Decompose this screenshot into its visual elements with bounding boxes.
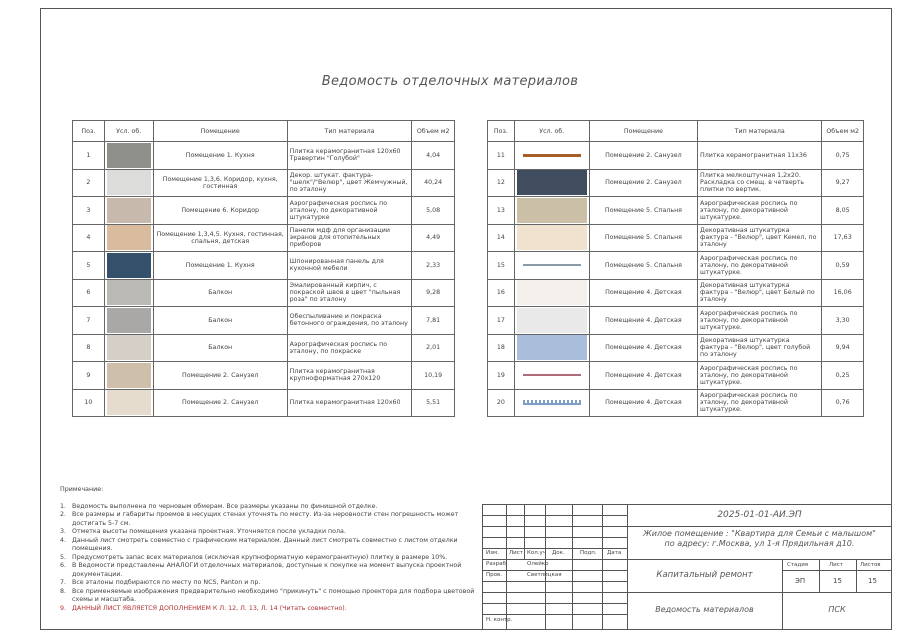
table-row — [73, 169, 455, 197]
row-pos: 4 — [73, 224, 105, 252]
page-title: Ведомость отделочных материалов — [321, 74, 579, 89]
row-material: Эмалированный кирпич, с покраской швов в цвет "пыльная роза" по эталону — [287, 279, 412, 307]
note-item — [60, 562, 480, 579]
header-room: Помещение — [153, 121, 287, 142]
row-volume: 3,30 — [822, 307, 864, 335]
note-item — [60, 528, 480, 537]
row-room: Помещение 1,3,4,5. Кухня, гостинная, спальня, детская — [153, 224, 287, 252]
row-pos: 2 — [73, 169, 105, 197]
material-swatch — [517, 170, 587, 195]
table-row — [488, 279, 864, 307]
note-text: ДАННЫЙ ЛИСТ ЯВЛЯЕТСЯ ДОПОЛНЕНИЕМ К Л. 12, Л. 13, Л. 14 (Читать совместно). — [72, 604, 347, 612]
note-item — [60, 503, 480, 512]
note-number: 7. — [60, 579, 67, 586]
header-material: Тип материала — [287, 121, 412, 142]
row-volume: 4,49 — [412, 224, 455, 252]
table-row — [488, 224, 864, 252]
row-material: Плитка керамогранитная 11х36 — [698, 142, 822, 170]
row-volume: 0,75 — [822, 142, 864, 170]
note-item — [60, 588, 480, 605]
row-volume: 7,81 — [412, 307, 455, 335]
stamp-sheet-name: Ведомость материалов — [655, 605, 754, 614]
row-material: Плитка керамогранитная 120х60 Травертин "Голубой" — [287, 142, 412, 170]
note-item — [60, 579, 480, 588]
row-room: Помещение 5. Спальня — [589, 197, 697, 225]
material-swatch — [107, 335, 151, 360]
note-number: 1. — [60, 502, 67, 510]
material-swatch-cell — [104, 279, 153, 307]
notes-heading: Примечание: — [60, 486, 104, 493]
note-text: Все применяемые изображения предварительно необходимо "прикинуть" с помощью проектора для подбора цветовой схемы и масштаба. — [72, 587, 475, 603]
row-volume: 0,59 — [822, 252, 864, 280]
note-item — [60, 537, 480, 554]
table-row — [73, 252, 455, 280]
row-room: Помещение 4. Детская — [589, 279, 697, 307]
row-pos: 20 — [488, 389, 515, 417]
note-number: 3. — [60, 528, 67, 535]
material-swatch-cell — [104, 252, 153, 280]
row-pos: 7 — [73, 307, 105, 335]
row-pos: 14 — [488, 224, 515, 252]
row-volume: 10,19 — [412, 362, 455, 390]
table-row — [488, 334, 864, 362]
header-symbol: Усл. об. — [514, 121, 589, 142]
row-volume: 5,51 — [412, 389, 455, 417]
material-swatch-cell — [514, 197, 589, 225]
material-swatch — [107, 363, 151, 388]
stamp-stage-header: Стадия — [787, 562, 809, 568]
material-swatch — [523, 264, 581, 266]
table-row — [488, 197, 864, 225]
material-swatch — [517, 335, 587, 360]
row-volume: 0,25 — [822, 362, 864, 390]
note-item — [60, 605, 480, 614]
stamp-project: Жилое помещение : "Квартира для Семьи с малышом" по адресу: г.Москва, ул 1-я Прядильная д10. — [643, 529, 876, 548]
stamp-code: 2025-01-01-АИ.ЭП — [717, 510, 802, 520]
row-pos: 17 — [488, 307, 515, 335]
row-material: Обеспыливание и покраска бетонного ограждения, по эталону — [287, 307, 412, 335]
row-room: Помещение 2. Санузел — [589, 169, 697, 197]
material-swatch-cell — [514, 307, 589, 335]
material-swatch-cell — [514, 142, 589, 170]
row-material: Аэрографическая роспись по эталону, по декоративной штукатурке — [287, 197, 412, 225]
row-pos: 15 — [488, 252, 515, 280]
material-swatch-cell — [104, 362, 153, 390]
row-room: Балкон — [153, 279, 287, 307]
stamp-sheet-header: Лист — [829, 562, 843, 568]
stamp-sheet-value: 15 — [833, 577, 842, 585]
note-text: Все эталоны подбираются по месту по NCS, Panton и пр. — [72, 579, 261, 586]
row-room: Помещение 6. Коридор — [153, 197, 287, 225]
row-room: Помещение 5. Спальня — [589, 224, 697, 252]
row-material: Аэрографическая роспись по эталону, по декоративной штукатурке. — [698, 252, 822, 280]
table-row — [73, 197, 455, 225]
row-room: Помещение 1. Кухня — [153, 142, 287, 170]
header-pos: Поз. — [73, 121, 105, 142]
note-number: 6. — [60, 562, 67, 569]
row-pos: 11 — [488, 142, 515, 170]
row-volume: 0,76 — [822, 389, 864, 417]
row-material: Плитка мелкоштучная 1,2х20. Раскладка со смещ. в четверть плитки по вертик. — [698, 169, 822, 197]
table-row — [73, 334, 455, 362]
row-volume: 2,33 — [412, 252, 455, 280]
row-pos: 13 — [488, 197, 515, 225]
note-item — [60, 554, 480, 563]
table-header-row — [488, 121, 864, 142]
material-swatch — [107, 253, 151, 278]
materials-table-right — [487, 120, 864, 417]
table-row — [73, 224, 455, 252]
row-room: Помещение 2. Санузел — [153, 362, 287, 390]
table-row — [73, 307, 455, 335]
table-row — [488, 362, 864, 390]
row-volume: 2,01 — [412, 334, 455, 362]
stamp-org: ПСК — [828, 605, 846, 614]
stamp-n-kontr: Н. контр. — [486, 617, 513, 623]
material-swatch — [517, 308, 587, 333]
row-pos: 8 — [73, 334, 105, 362]
row-room: Помещение 2. Санузел — [589, 142, 697, 170]
row-room: Помещение 1,3,6. Коридор, кухня, гостинная — [153, 169, 287, 197]
table-row — [73, 142, 455, 170]
note-text: Все размеры и габариты проемов в несущих стенах уточнять по месту. Из-за неровности стен погрешность может достигать 5-7 см. — [72, 511, 459, 527]
material-swatch — [517, 198, 587, 223]
row-material: Декор. штукат. фактура-"шелк"/"Велюр", цвет Жемчужный, по эталону — [287, 169, 412, 197]
stamp-name-developer: Олейко — [527, 561, 549, 567]
note-number: 9. — [60, 604, 67, 612]
row-volume: 9,28 — [412, 279, 455, 307]
row-material: Плитка керамогранитная 120х60 — [287, 389, 412, 417]
row-room: Балкон — [153, 307, 287, 335]
row-material: Аэрографическая роспись по эталону, по декоративной штукатурке. — [698, 197, 822, 225]
material-swatch — [107, 198, 151, 223]
row-material: Аэрографическая роспись по эталону, по декоративной штукатурке. — [698, 389, 822, 417]
note-number: 8. — [60, 587, 67, 595]
stamp-sheets-header: Листов — [860, 562, 881, 568]
row-material: Плитка керамогранитная крупноформатная 270х120 — [287, 362, 412, 390]
stamp-stage-value: ЭП — [795, 577, 806, 585]
stamp-stage: Капитальный ремонт — [656, 570, 753, 580]
row-volume: 17,63 — [822, 224, 864, 252]
row-pos: 5 — [73, 252, 105, 280]
stamp-header-data: Дата — [607, 550, 622, 556]
row-room: Помещение 2. Санузел — [153, 389, 287, 417]
row-material: Декоративная штукатурка фактура - "Велюр", цвет Кемел, по эталону — [698, 224, 822, 252]
stamp-sheets-value: 15 — [868, 577, 877, 585]
row-room: Помещение 4. Детская — [589, 334, 697, 362]
note-text: В Ведомости представлены АНАЛОГИ отделочных материалов, доступные к покупке на момент выпуска проектной документации. — [72, 562, 462, 578]
header-volume: Объем м2 — [412, 121, 455, 142]
row-material: Аэрографическая роспись по эталону, по декоративной штукатурке. — [698, 362, 822, 390]
row-pos: 3 — [73, 197, 105, 225]
row-material: Аэрографическая роспись по эталону, по покраске — [287, 334, 412, 362]
material-swatch-cell — [104, 197, 153, 225]
material-swatch — [107, 390, 151, 415]
row-material: Декоративная штукатурка фактура - "Велюр", цвет голубой по эталону — [698, 334, 822, 362]
material-swatch-cell — [514, 334, 589, 362]
note-number: 5. — [60, 553, 67, 561]
note-number: 2. — [60, 511, 67, 518]
material-swatch — [107, 225, 151, 250]
note-text: Отметка высоты помещения указана проектная. Уточняется после укладки пола. — [72, 528, 346, 535]
note-item — [60, 511, 480, 528]
row-volume: 9,94 — [822, 334, 864, 362]
note-text: Предусмотреть запас всех материалов (исключая крупноформатную керамогранитную) плитку в размере 10%. — [72, 553, 448, 561]
row-material: Декоративная штукатурка фактура - "Велюр", цвет Белый по эталону — [698, 279, 822, 307]
material-swatch — [517, 280, 587, 305]
note-text: Ведомость выполнена по черновым обмерам. Все размеры указаны по финишной отделке. — [72, 502, 378, 510]
row-volume: 5,08 — [412, 197, 455, 225]
note-text: Данный лист смотреть совместно с графическим материалом. Данный лист смотреть совместно с листом отделки помещения. — [72, 536, 458, 552]
material-swatch-cell — [104, 334, 153, 362]
material-swatch — [107, 143, 151, 168]
row-room: Помещение 4. Детская — [589, 389, 697, 417]
stamp-header-list: Лист — [509, 550, 523, 556]
row-pos: 18 — [488, 334, 515, 362]
row-room: Помещение 5. Спальня — [589, 252, 697, 280]
stamp-name-checker: Светлицкая — [527, 572, 562, 578]
table-row — [488, 307, 864, 335]
material-swatch — [523, 154, 581, 157]
header-material: Тип материала — [698, 121, 822, 142]
note-number: 4. — [60, 536, 67, 544]
material-swatch-cell — [104, 389, 153, 417]
row-volume: 40,24 — [412, 169, 455, 197]
table-header-row — [73, 121, 455, 142]
row-pos: 1 — [73, 142, 105, 170]
row-pos: 12 — [488, 169, 515, 197]
row-pos: 19 — [488, 362, 515, 390]
material-swatch-cell — [514, 279, 589, 307]
material-swatch — [107, 170, 151, 195]
row-pos: 16 — [488, 279, 515, 307]
table-row — [73, 389, 455, 417]
notes-list — [60, 503, 480, 614]
material-swatch — [523, 374, 581, 376]
header-room: Помещение — [589, 121, 697, 142]
material-swatch-cell — [104, 169, 153, 197]
row-room: Помещение 1. Кухня — [153, 252, 287, 280]
header-symbol: Усл. об. — [104, 121, 153, 142]
material-swatch — [517, 225, 587, 250]
row-volume: 8,05 — [822, 197, 864, 225]
table-row — [488, 142, 864, 170]
table-row — [73, 279, 455, 307]
header-volume: Объем м2 — [822, 121, 864, 142]
stamp-header-dok: Док. — [552, 550, 565, 556]
row-pos: 10 — [73, 389, 105, 417]
header-pos: Поз. — [488, 121, 515, 142]
material-swatch — [107, 308, 151, 333]
row-material: Панели мдф для организации экранов для отопительных приборов — [287, 224, 412, 252]
row-room: Помещение 4. Детская — [589, 307, 697, 335]
stamp-header-podp: Подп. — [580, 550, 597, 556]
row-volume: 4,04 — [412, 142, 455, 170]
row-room: Помещение 4. Детская — [589, 362, 697, 390]
row-material: Аэрографическая роспись по эталону, по декоративной штукатурке. — [698, 307, 822, 335]
table-row — [73, 362, 455, 390]
stamp-header-izm: Изм. — [486, 550, 499, 556]
row-pos: 6 — [73, 279, 105, 307]
material-swatch-cell — [514, 362, 589, 390]
row-pos: 9 — [73, 362, 105, 390]
material-swatch-cell — [104, 224, 153, 252]
material-swatch — [107, 280, 151, 305]
material-swatch — [523, 400, 581, 405]
row-volume: 9,27 — [822, 169, 864, 197]
material-swatch-cell — [514, 169, 589, 197]
table-row — [488, 389, 864, 417]
stamp-role-developer: Разраб. — [486, 561, 508, 567]
material-swatch-cell — [514, 252, 589, 280]
row-material: Шпонированная панель для кухонной мебели — [287, 252, 412, 280]
material-swatch-cell — [514, 389, 589, 417]
table-row — [488, 169, 864, 197]
material-swatch-cell — [514, 224, 589, 252]
stamp-role-checker: Пров. — [486, 572, 502, 578]
row-room: Балкон — [153, 334, 287, 362]
material-swatch-cell — [104, 307, 153, 335]
table-row — [488, 252, 864, 280]
title-block — [482, 504, 892, 630]
row-volume: 16,06 — [822, 279, 864, 307]
materials-table-left — [72, 120, 455, 417]
stamp-header-koluch: Кол.уч — [527, 550, 547, 556]
notes-section — [60, 486, 480, 613]
material-swatch-cell — [104, 142, 153, 170]
